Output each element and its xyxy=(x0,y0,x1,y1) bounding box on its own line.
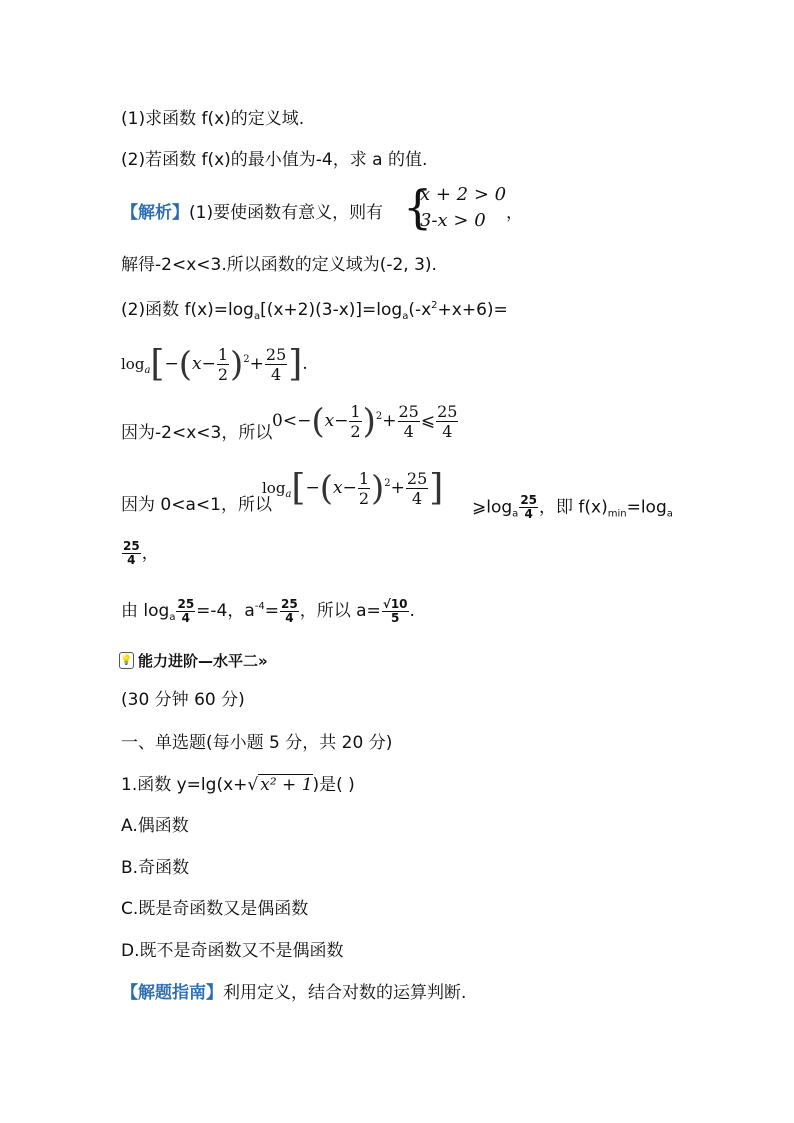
fraction-half xyxy=(349,402,361,441)
section-title: 能力进阶—水平二» xyxy=(138,652,268,670)
fraction-sqrt10-5 xyxy=(382,598,409,625)
log-text: log xyxy=(262,479,286,497)
variable-x: x xyxy=(191,354,202,374)
denominator: 4 xyxy=(270,365,282,384)
numerator: 25 xyxy=(398,402,419,421)
eq-log: =log xyxy=(626,497,667,518)
part2-tail: (-x xyxy=(408,300,432,320)
right-bracket: ] xyxy=(288,343,303,385)
right-paren: ) xyxy=(371,468,385,509)
log-base: a xyxy=(169,612,176,623)
system-eq-1: x + 2 > 0 xyxy=(420,184,507,205)
plus-sign: + xyxy=(382,411,397,431)
mid-text: ，即 f(x) xyxy=(539,497,608,518)
question-1: 1.函数 y=lg(x+√ x² + 1)是( ) xyxy=(121,775,355,795)
option-a: A.偶函数 xyxy=(121,816,189,836)
log-base: a xyxy=(666,508,673,520)
fraction-25-4 xyxy=(436,402,458,441)
solve-line: 解得-2<x<3.所以函数的定义域为(-2, 3). xyxy=(121,255,437,275)
analysis-line xyxy=(121,202,383,224)
from-text: =-4，a xyxy=(196,601,255,621)
time-score: (30 分钟 60 分) xyxy=(121,690,245,710)
numerator: 25 xyxy=(281,596,298,611)
part2-mid: [(x+2)(3-x)]=log xyxy=(260,300,403,320)
numerator: √10 xyxy=(382,596,408,611)
log-expression-2 xyxy=(262,464,443,515)
right-paren: ) xyxy=(362,401,376,442)
fraction-25-4 xyxy=(519,494,538,521)
radicand: x² + 1 xyxy=(260,775,313,795)
denominator: 2 xyxy=(350,422,361,441)
denominator: 2 xyxy=(358,489,369,508)
because-line-1: 因为-2<x<3，所以 xyxy=(121,423,273,443)
denominator: 4 xyxy=(403,422,414,441)
comma: ， xyxy=(141,543,159,564)
fraction-25-4 xyxy=(406,469,428,508)
question-part-2: (2)若函数 f(x)的最小值为-4，求 a 的值. xyxy=(121,150,428,170)
period: . xyxy=(302,354,308,374)
fraction-25-4 xyxy=(265,345,287,384)
denominator: 4 xyxy=(411,489,423,508)
numerator: 1 xyxy=(358,469,369,488)
minus-sign: − xyxy=(342,478,357,498)
numerator: 1 xyxy=(217,345,228,364)
log-base: a xyxy=(402,311,409,322)
variable-x: x xyxy=(332,478,343,498)
log-expression xyxy=(121,340,308,391)
denominator: 4 xyxy=(442,422,453,441)
fraction-25-4 xyxy=(122,540,141,567)
from-text: 由 log xyxy=(121,601,170,621)
fraction-half xyxy=(358,469,370,508)
from-text: = xyxy=(264,601,280,621)
min-subscript: min xyxy=(607,508,627,520)
system-comma: ， xyxy=(506,203,523,223)
exponent: 2 xyxy=(375,411,383,422)
denominator: 4 xyxy=(127,553,136,567)
part2-tail: +x+6)= xyxy=(437,300,508,320)
exponent: 2 xyxy=(384,478,391,489)
log-text: log xyxy=(121,355,145,373)
denominator: 4 xyxy=(524,507,533,521)
numerator: 25 xyxy=(177,596,195,611)
numerator: 25 xyxy=(406,469,428,488)
denominator: 5 xyxy=(390,610,400,625)
right-paren: ) xyxy=(230,344,244,385)
min-value-line xyxy=(472,494,673,526)
option-b: B.奇函数 xyxy=(121,858,190,878)
numerator: 25 xyxy=(265,345,287,364)
question-text: 1.函数 y=lg(x+ xyxy=(121,775,248,795)
ge-log: ⩾log xyxy=(472,497,513,518)
from-line xyxy=(121,596,415,629)
zero-less: 0< xyxy=(272,411,298,431)
question-part-1: (1)求函数 f(x)的定义域. xyxy=(121,109,305,129)
variable-x: x xyxy=(324,411,335,431)
hint-text: 利用定义，结合对数的运算判断. xyxy=(223,983,467,1003)
exponent: 2 xyxy=(431,300,438,311)
fraction-line xyxy=(121,540,159,567)
system-brace: { xyxy=(403,180,433,234)
log-base: a xyxy=(285,489,292,500)
fraction-25-4 xyxy=(176,598,195,625)
numerator: 25 xyxy=(437,402,458,421)
option-c: C.既是奇函数又是偶函数 xyxy=(121,899,309,919)
period: . xyxy=(409,601,415,621)
inequality-expression xyxy=(272,397,459,442)
plus-sign: + xyxy=(390,478,405,498)
hint-tag: 【解题指南】 xyxy=(121,983,223,1003)
part2-prefix: (2)函数 f(x)=log xyxy=(121,300,254,320)
minus-sign: − xyxy=(201,354,216,374)
numerator: 1 xyxy=(350,402,361,421)
left-paren: ( xyxy=(319,468,333,509)
from-text: ，所以 a= xyxy=(299,601,381,621)
hint-line xyxy=(121,982,466,1004)
denominator: 4 xyxy=(285,610,294,625)
bulb-icon: 💡 xyxy=(119,652,134,669)
exponent: 2 xyxy=(243,354,250,365)
part-title: 一、单选题(每小题 5 分，共 20 分) xyxy=(121,733,393,753)
left-paren: ( xyxy=(178,344,192,385)
right-bracket: ] xyxy=(429,467,444,509)
option-d: D.既不是奇函数又不是偶函数 xyxy=(121,941,344,961)
fraction-25-4 xyxy=(280,598,299,625)
log-base: a xyxy=(253,311,261,322)
numerator: 25 xyxy=(123,539,140,553)
left-paren: ( xyxy=(311,401,325,442)
minus-sign: − xyxy=(305,478,320,498)
exponent: -4 xyxy=(254,601,265,612)
analysis-text: (1)要使函数有意义，则有 xyxy=(189,203,384,223)
section-header xyxy=(119,650,268,671)
log-base: a xyxy=(512,508,519,520)
left-bracket: [ xyxy=(150,343,165,385)
left-bracket: [ xyxy=(291,467,306,509)
denominator: 2 xyxy=(217,365,228,384)
analysis-tag: 【解析】 xyxy=(121,203,189,223)
log-base: a xyxy=(144,365,151,376)
plus-sign: + xyxy=(249,354,264,374)
minus-sign: − xyxy=(297,411,312,431)
minus-sign: − xyxy=(164,354,179,374)
denominator: 4 xyxy=(181,610,190,625)
fraction-half xyxy=(217,345,229,384)
minus-sign: − xyxy=(334,411,349,431)
numerator: 25 xyxy=(520,493,538,507)
system-eq-2: 3-x > 0 xyxy=(420,210,486,231)
part2-line xyxy=(121,295,508,328)
less-equal: ⩽ xyxy=(420,411,436,431)
fraction-25-4 xyxy=(398,402,420,441)
question-text: )是( ) xyxy=(312,775,355,795)
because-line-2: 因为 0<a<1，所以 xyxy=(121,495,272,515)
